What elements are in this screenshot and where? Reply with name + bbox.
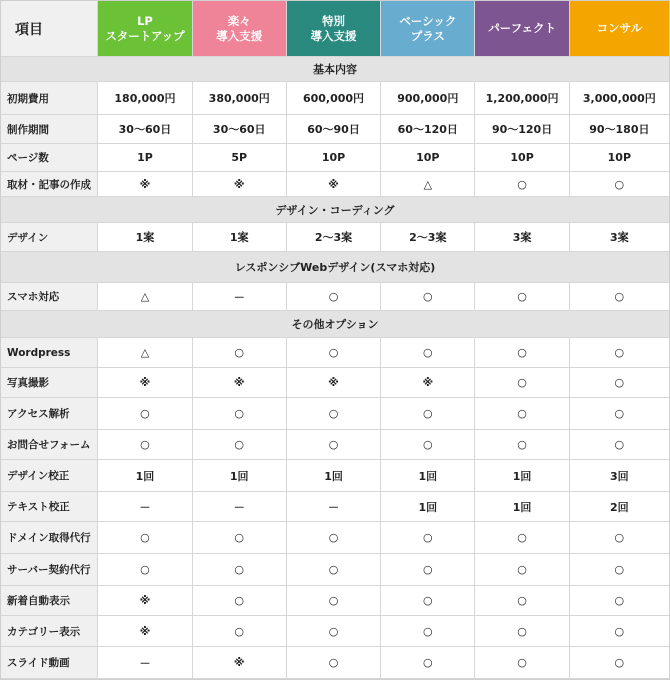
row-label: ページ数: [1, 144, 98, 172]
table-cell: ※: [98, 586, 192, 616]
table-cell: ○: [570, 430, 669, 460]
table-cell: －: [98, 647, 192, 679]
table-cell: －: [287, 492, 381, 522]
table-cell: ※: [381, 368, 475, 398]
table-cell: ○: [570, 616, 669, 647]
table-cell: 1回: [381, 492, 475, 522]
table-cell: ※: [98, 616, 192, 647]
plan-name-line1: パーフェクト: [488, 21, 557, 35]
plan-header-4: [381, 1, 475, 57]
table-cell: －: [98, 492, 192, 522]
header-label-cell: 項目: [1, 1, 98, 57]
table-cell: ○: [287, 554, 381, 586]
plan-header-2: [193, 1, 287, 57]
table-cell: ○: [475, 398, 569, 430]
table-cell: ○: [381, 616, 475, 647]
table-row: [1, 554, 669, 586]
section-heading: 基本内容: [1, 57, 669, 82]
table-cell: 180,000円: [98, 82, 192, 115]
table-cell: ○: [193, 616, 287, 647]
table-cell: ○: [475, 172, 569, 197]
table-row: [1, 223, 669, 252]
table-cell: 2〜3案: [381, 223, 475, 252]
row-label: お問合せフォーム: [1, 430, 98, 460]
table-cell: ○: [570, 554, 669, 586]
plan-header-1: [98, 1, 192, 57]
table-cell: ○: [287, 616, 381, 647]
row-label: テキスト校正: [1, 492, 98, 522]
row-label: 取材・記事の作成: [1, 172, 98, 197]
plan-header-3: [287, 1, 381, 57]
plan-name-line1: LP: [137, 13, 153, 28]
section-heading: レスポンシブWebデザイン(スマホ対応): [1, 252, 669, 283]
header-row: [1, 1, 669, 57]
table-cell: ○: [475, 283, 569, 311]
table-cell: 380,000円: [193, 82, 287, 115]
table-cell: 30〜60日: [193, 115, 287, 144]
table-cell: ○: [570, 283, 669, 311]
table-cell: ※: [287, 172, 381, 197]
table-row: [1, 492, 669, 522]
table-cell: ○: [475, 586, 569, 616]
row-label: 制作期間: [1, 115, 98, 144]
table-cell: ○: [475, 554, 569, 586]
section-heading: デザイン・コーディング: [1, 197, 669, 223]
table-cell: ○: [287, 522, 381, 554]
row-label: サーバー契約代行: [1, 554, 98, 586]
table-cell: 1回: [193, 460, 287, 492]
table-cell: 90〜120日: [475, 115, 569, 144]
table-cell: ○: [287, 338, 381, 368]
section-row: [1, 197, 669, 223]
table-cell: 90〜180日: [570, 115, 669, 144]
table-cell: ○: [381, 647, 475, 679]
table-cell: 1回: [381, 460, 475, 492]
table-cell: ○: [98, 522, 192, 554]
table-cell: ○: [98, 398, 192, 430]
table-row: [1, 647, 669, 679]
table-cell: 1,200,000円: [475, 82, 569, 115]
section-heading: その他オプション: [1, 311, 669, 338]
table-cell: ○: [475, 616, 569, 647]
table-cell: ○: [193, 430, 287, 460]
row-label: Wordpress: [1, 338, 98, 368]
table-row: [1, 398, 669, 430]
table-cell: 2〜3案: [287, 223, 381, 252]
table-cell: ○: [193, 586, 287, 616]
table-row: [1, 460, 669, 492]
table-row: [1, 338, 669, 368]
table-cell: ○: [193, 554, 287, 586]
table-cell: ○: [287, 647, 381, 679]
table-row: [1, 522, 669, 554]
table-cell: △: [98, 283, 192, 311]
table-cell: 1案: [98, 223, 192, 252]
table-cell: 3案: [475, 223, 569, 252]
table-row: [1, 430, 669, 460]
row-label: 初期費用: [1, 82, 98, 115]
table-cell: ○: [381, 398, 475, 430]
table-cell: 10P: [287, 144, 381, 172]
table-cell: 3案: [570, 223, 669, 252]
section-row: [1, 311, 669, 338]
table-cell: 1P: [98, 144, 192, 172]
table-cell: ○: [475, 522, 569, 554]
table-cell: ○: [475, 647, 569, 679]
table-cell: ※: [98, 368, 192, 398]
table-cell: ※: [98, 172, 192, 197]
table-cell: 30〜60日: [98, 115, 192, 144]
table-cell: 5P: [193, 144, 287, 172]
row-label: 新着自動表示: [1, 586, 98, 616]
table-cell: △: [381, 172, 475, 197]
row-label: スマホ対応: [1, 283, 98, 311]
table-cell: 2回: [570, 492, 669, 522]
table-cell: ○: [381, 522, 475, 554]
table-row: [1, 115, 669, 144]
table-cell: ○: [570, 647, 669, 679]
table-cell: －: [193, 283, 287, 311]
table-row: [1, 283, 669, 311]
table-cell: ○: [570, 338, 669, 368]
table-cell: 10P: [475, 144, 569, 172]
table-cell: ○: [381, 338, 475, 368]
table-cell: ○: [381, 554, 475, 586]
table-cell: ○: [570, 398, 669, 430]
table-cell: ○: [475, 430, 569, 460]
table-row: [1, 586, 669, 616]
table-cell: ○: [98, 554, 192, 586]
table-cell: ○: [570, 172, 669, 197]
table-cell: ※: [193, 647, 287, 679]
table-cell: ○: [570, 522, 669, 554]
plan-name-line2: スタートアップ: [105, 28, 185, 43]
table-cell: 60〜90日: [287, 115, 381, 144]
plan-header-6: [570, 1, 669, 57]
table-cell: ○: [381, 586, 475, 616]
table-cell: 3,000,000円: [570, 82, 669, 115]
table-cell: ○: [475, 338, 569, 368]
table-cell: 1回: [475, 492, 569, 522]
table-cell: ○: [287, 283, 381, 311]
plan-name-line2: プラス: [410, 28, 445, 43]
plan-name-line2: 導入支援: [216, 28, 263, 43]
table-cell: ○: [287, 398, 381, 430]
table-row: [1, 616, 669, 647]
table-cell: 3回: [570, 460, 669, 492]
table-cell: 10P: [381, 144, 475, 172]
plan-name-line1: 楽々: [227, 13, 251, 28]
table-cell: 1回: [98, 460, 192, 492]
table-cell: 600,000円: [287, 82, 381, 115]
table-cell: 900,000円: [381, 82, 475, 115]
row-label: カテゴリー表示: [1, 616, 98, 647]
table-cell: 10P: [570, 144, 669, 172]
row-label: アクセス解析: [1, 398, 98, 430]
row-label: スライド動画: [1, 647, 98, 679]
table-cell: ○: [287, 586, 381, 616]
table-cell: －: [193, 492, 287, 522]
row-label: デザイン: [1, 223, 98, 252]
table-cell: ○: [193, 522, 287, 554]
table-row: [1, 368, 669, 398]
row-label: デザイン校正: [1, 460, 98, 492]
table-cell: ○: [381, 283, 475, 311]
table-cell: ○: [193, 398, 287, 430]
section-row: [1, 57, 669, 82]
row-label: 写真撮影: [1, 368, 98, 398]
table-cell: ○: [381, 430, 475, 460]
table-row: [1, 82, 669, 115]
table-cell: 1案: [193, 223, 287, 252]
plan-name-line2: 導入支援: [310, 28, 357, 43]
plan-name-line1: ベーシック: [399, 13, 457, 28]
table-row: [1, 172, 669, 197]
table-cell: ○: [98, 430, 192, 460]
table-cell: ○: [475, 368, 569, 398]
table-cell: 1回: [475, 460, 569, 492]
table-cell: ○: [570, 368, 669, 398]
table-cell: ※: [193, 368, 287, 398]
plan-name-line1: コンサル: [596, 21, 643, 35]
plan-header-5: [475, 1, 569, 57]
section-row: [1, 252, 669, 283]
table-cell: ※: [287, 368, 381, 398]
table-cell: 1回: [287, 460, 381, 492]
table-cell: ○: [287, 430, 381, 460]
table-cell: ○: [193, 338, 287, 368]
plan-name-line1: 特別: [322, 13, 346, 28]
table-row: [1, 144, 669, 172]
table-cell: △: [98, 338, 192, 368]
table-cell: 60〜120日: [381, 115, 475, 144]
table-cell: ※: [193, 172, 287, 197]
table-cell: ○: [570, 586, 669, 616]
row-label: ドメイン取得代行: [1, 522, 98, 554]
